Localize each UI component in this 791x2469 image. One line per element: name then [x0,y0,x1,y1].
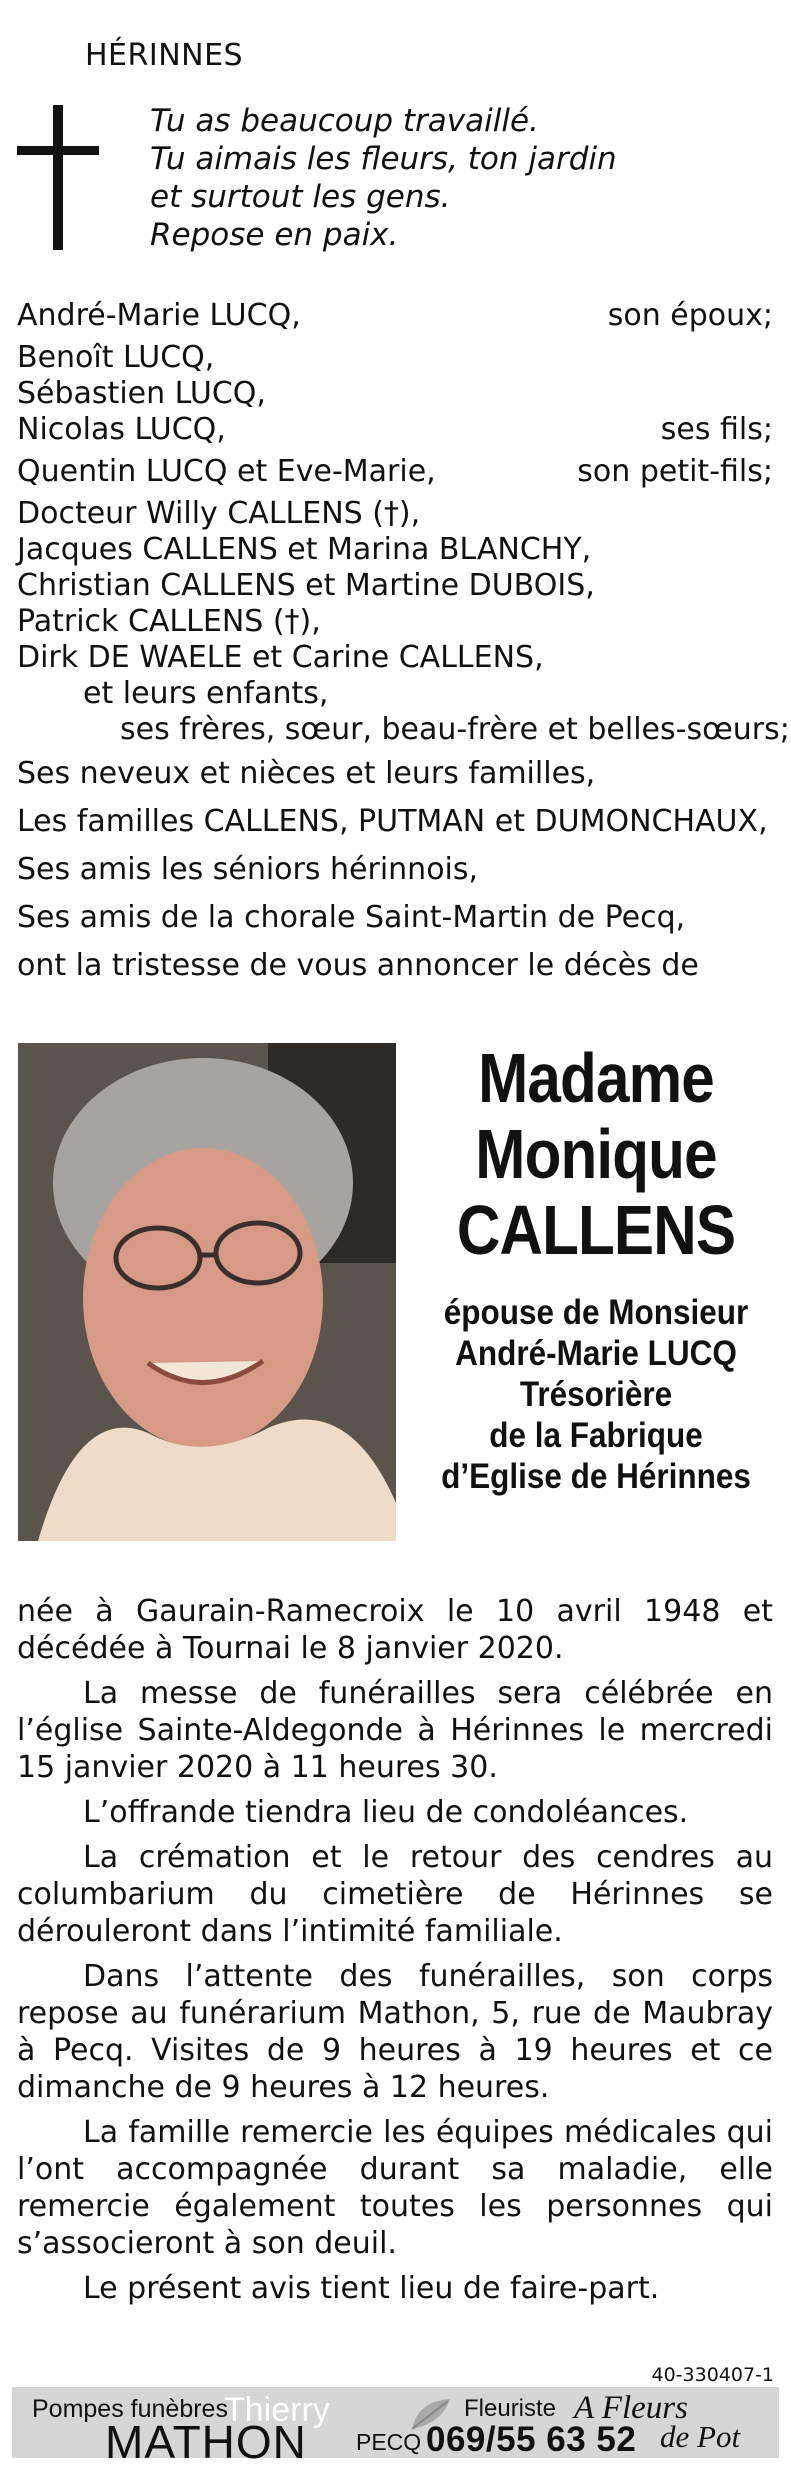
son-name: Benoît LUCQ, [17,340,215,375]
poem-line: et surtout les gens. [150,179,451,215]
others-line: Ses amis de la chorale Saint-Martin de Pecq, [17,900,686,935]
footer-brand-line1: A Fleurs [574,2390,688,2426]
family-row-grandson [17,454,773,490]
body-paragraph: La crémation et le retour des cendres au columbarium du cimetière de Hérinnes se dérouleront dans l’intimité familiale. [17,1840,773,1949]
footer-thierry: Thierry [224,2391,330,2429]
body-paragraph: Le présent avis tient lieu de faire-part. [83,2271,660,2306]
family-row [17,496,773,532]
sibling-name: Christian CALLENS et Martine DUBOIS, [17,568,595,603]
advertiser-footer [12,2387,779,2468]
children-line: et leurs enfants, [83,676,329,711]
sibling-name: Jacques CALLENS et Marina BLANCHY, [17,532,592,567]
family-row [17,712,790,748]
family-row [17,532,773,568]
family-row [17,804,773,840]
family-row [17,568,773,604]
town-heading: HÉRINNES [85,38,244,73]
others-line: Ses neveux et nièces et leurs familles, [17,756,596,791]
body-paragraph: La messe de funérailles sera célébrée en l’église Sainte-Aldegonde à Hérinnes le mercredi 15 janvier 2020 à 11 heures 30. [17,1676,773,1785]
footer-brand-line2: de Pot [660,2419,741,2454]
poem-line: Tu as beaucoup travaillé. [150,103,539,139]
footer-phone: 069/55 63 52 [426,2420,637,2459]
name-line: Madame [478,1039,714,1117]
detail-line: de la Fabrique [489,1416,703,1455]
family-row [17,376,773,412]
deceased-name [410,1040,782,1268]
sibling-name: Dirk DE WAELE et Carine CALLENS, [17,640,544,675]
sibling-name: Docteur Willy CALLENS (†), [17,496,421,531]
sons-role: ses fils; [660,412,773,447]
portrait-photo [18,1043,396,1541]
cross-icon [53,105,63,250]
family-row [17,604,773,640]
body-paragraph: La famille remercie les équipes médicales qui l’ont accompagnée durant sa maladie, elle remercie également toutes les personnes qui s’associeront à son deuil. [17,2115,773,2261]
detail-line: épouse de Monsieur [443,1293,749,1332]
body-paragraph: Dans l’attente des funérailles, son corps repose au funérarium Mathon, 5, rue de Maubray à Pecq. Visites de 9 heures à 19 heures et ce dimanche de 9 heures à 12 heures. [17,1959,773,2105]
family-row [17,852,773,888]
footer-pecq: PECQ [356,2429,422,2455]
footer-fleuriste: Fleuriste [464,2395,557,2422]
name-line: Monique [475,1115,717,1193]
family-row [17,948,773,984]
family-row [17,340,773,376]
family-row-spouse [17,298,773,334]
family-list [17,298,790,984]
portrait-illustration [18,1043,396,1541]
son-name: Nicolas LUCQ, [17,412,226,447]
sibling-name: Patrick CALLENS (†), [17,604,321,639]
detail-line: Trésorière [519,1375,673,1414]
son-name: Sébastien LUCQ, [17,376,266,411]
family-row [17,640,773,676]
detail-line: d’Eglise de Hérinnes [441,1457,751,1496]
others-line: Les familles CALLENS, PUTMAN et DUMONCHAUX, [17,804,768,839]
poem-line: Repose en paix. [150,217,399,253]
poem-line: Tu aimais les fleurs, ton jardin [150,141,617,177]
notice-body [17,1593,773,2315]
family-row [17,412,773,448]
deceased-details [410,1292,782,1497]
footer-pompes: Pompes funèbres [32,2395,228,2423]
body-paragraph: L’offrande tiendra lieu de condoléances. [83,1795,689,1830]
spouse-name: André-Marie LUCQ, [17,298,301,333]
name-line: CALLENS [456,1191,736,1269]
family-row [17,756,773,792]
siblings-role: ses frères, sœur, beau-frère et belles-sœurs; [120,712,790,747]
poem [150,102,617,254]
cross-icon-bar [17,146,99,155]
detail-line: André-Marie LUCQ [455,1334,737,1373]
footer-mathon: MATHON [105,2416,307,2468]
grandson-name: Quentin LUCQ et Eve-Marie, [17,454,436,489]
body-paragraph: née à Gaurain-Ramecroix le 10 avril 1948 et décédée à Tournai le 8 janvier 2020. [17,1594,773,1666]
family-row [17,900,773,936]
grandson-role: son petit-fils; [577,454,773,489]
announcement-line: ont la tristesse de vous annoncer le décès de [17,948,699,983]
family-row [17,676,773,712]
reference-number: 40-330407-1 [651,2364,774,2386]
spouse-role: son époux; [607,298,773,333]
others-line: Ses amis les séniors hérinnois, [17,852,479,887]
